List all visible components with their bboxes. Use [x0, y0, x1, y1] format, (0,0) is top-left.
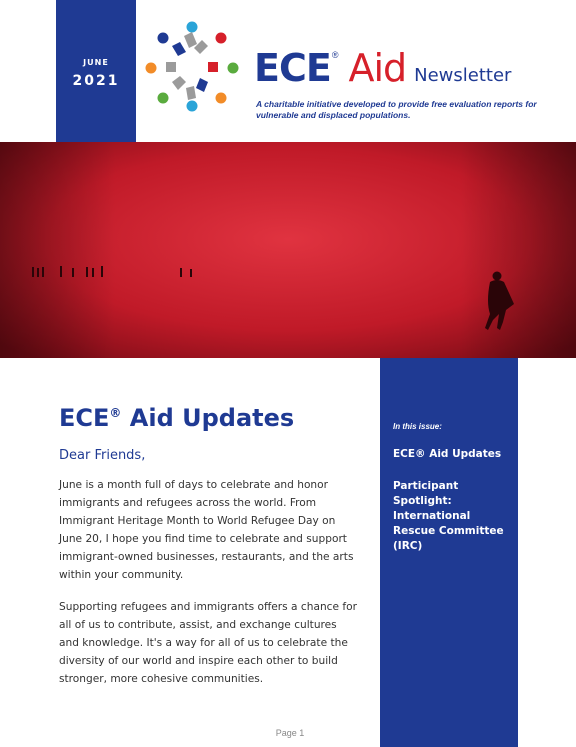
paragraph-1: June is a month full of days to celebrate and honor immigrants and refugees across the world. From Immigrant Heritage Month to World Refugee Day on June 20, I hope you find time to celebrate and support immigrant-owned businesses, restaurants, and the arts within your community. [59, 479, 354, 581]
issue-month: JUNE [83, 58, 109, 67]
paragraph-2: Supporting refugees and immigrants offers a chance for all of us to contribute, assist, and exchange cultures and knowledge. It's a way for all of us to celebrate the diversity of our world and inspire each other to build stronger, more cohesive communities. [59, 601, 357, 685]
salutation: Dear Friends, [59, 448, 146, 463]
issue-year: 2021 [72, 73, 120, 89]
brand-aid: Aid [348, 46, 407, 90]
brand-ece: ECE [254, 46, 331, 90]
main-title-registered-mark: ® [109, 406, 122, 420]
brand-registered-mark: ® [331, 50, 339, 60]
main-title [59, 404, 294, 432]
tagline: A charitable initiative developed to provide free evaluation reports for vulnerable and displaced populations. [256, 99, 537, 120]
logo-circle-of-people-icon [142, 20, 242, 112]
issue-date-block [56, 0, 136, 142]
issue-item-aid-updates[interactable]: ECE® Aid Updates [393, 448, 502, 460]
page-number: Page 1 [275, 728, 305, 738]
main-title-rest: Aid Updates [121, 404, 295, 432]
brand-wordmark [254, 46, 511, 90]
brand-newsletter: Newsletter [414, 65, 512, 86]
main-title-ece: ECE [59, 404, 110, 432]
hero-refugees-walking-image [0, 142, 576, 358]
issue-item-participant-spotlight[interactable]: Participant Spotlight: International Rescue Committee (IRC) [393, 480, 504, 552]
in-this-issue-heading: In this issue: [393, 422, 442, 431]
in-this-issue-sidebar [380, 358, 518, 747]
